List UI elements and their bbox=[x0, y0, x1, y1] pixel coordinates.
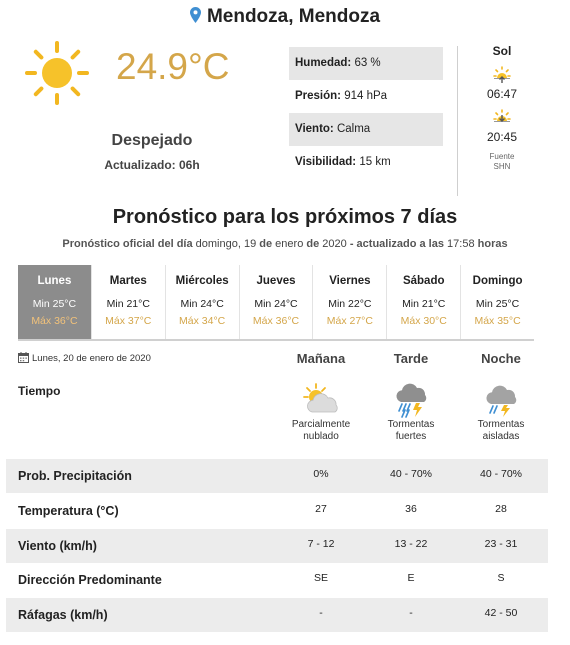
day-tab-miercoles[interactable] bbox=[166, 265, 240, 339]
day-name: Sábado bbox=[402, 275, 445, 287]
row-value: 27 bbox=[315, 503, 327, 515]
row-label: Ráfagas (km/h) bbox=[18, 608, 108, 622]
row-precipitation bbox=[6, 459, 548, 493]
day-min: Min 25°C bbox=[475, 298, 520, 310]
day-name: Domingo bbox=[472, 275, 523, 287]
row-value: 23 - 31 bbox=[484, 538, 518, 550]
subtitle-year: 2020 bbox=[322, 238, 347, 250]
detail-date-text: Lunes, 20 de enero de 2020 bbox=[32, 353, 151, 364]
updated-time: Actualizado: 06h bbox=[104, 158, 200, 172]
sun-title: Sol bbox=[492, 44, 512, 58]
condition-text: aisladas bbox=[482, 431, 520, 442]
stat-value: 15 km bbox=[359, 156, 391, 168]
subtitle-de: de bbox=[259, 238, 273, 250]
row-value: - bbox=[319, 607, 323, 619]
stat-humidity bbox=[289, 47, 443, 80]
stat-value: 914 hPa bbox=[344, 90, 388, 102]
stat-pressure bbox=[289, 80, 443, 113]
row-value: 13 - 22 bbox=[394, 538, 428, 550]
row-value: S bbox=[497, 572, 505, 584]
sun-info bbox=[476, 44, 528, 172]
day-name: Martes bbox=[109, 275, 147, 287]
partly-cloudy-icon bbox=[302, 382, 342, 418]
day-tab-lunes[interactable] bbox=[18, 265, 92, 339]
condition-afternoon bbox=[366, 419, 456, 443]
source-label: Fuente bbox=[489, 152, 515, 161]
condition-text: Parcialmente bbox=[291, 419, 351, 430]
day-tab-domingo[interactable] bbox=[461, 265, 534, 339]
row-label: Prob. Precipitación bbox=[18, 469, 132, 483]
isolated-storm-icon bbox=[482, 382, 522, 418]
condition-text: Tormentas bbox=[387, 419, 435, 430]
subtitle-horas: horas bbox=[477, 238, 508, 250]
source-name: SHN bbox=[493, 162, 511, 171]
day-name: Miércoles bbox=[175, 275, 229, 287]
heavy-storm-icon bbox=[392, 382, 432, 418]
day-name: Lunes bbox=[37, 275, 72, 287]
day-name: Jueves bbox=[256, 275, 296, 287]
day-tabs bbox=[18, 265, 534, 341]
forecast-title: Pronóstico para los próximos 7 días bbox=[112, 206, 458, 228]
day-min: Min 22°C bbox=[328, 298, 372, 310]
row-value: 42 - 50 bbox=[484, 607, 518, 619]
current-temperature: 24.9°C bbox=[116, 46, 230, 87]
location-name: Mendoza, Mendoza bbox=[206, 6, 381, 27]
condition-morning bbox=[276, 419, 366, 443]
row-value: - bbox=[409, 607, 413, 619]
sunset-time: 20:45 bbox=[486, 130, 518, 144]
day-max: Máx 34°C bbox=[179, 315, 226, 327]
location-title bbox=[0, 6, 570, 28]
condition-text: nublado bbox=[303, 431, 339, 442]
row-wind bbox=[6, 529, 548, 563]
day-max: Máx 36°C bbox=[31, 315, 78, 327]
clear-sun-icon bbox=[24, 40, 90, 106]
subtitle-prefix: Pronóstico oficial del día bbox=[62, 238, 193, 250]
day-tab-jueves[interactable] bbox=[240, 265, 314, 339]
day-min: Min 21°C bbox=[402, 298, 446, 310]
period-afternoon: Tarde bbox=[393, 351, 429, 366]
current-stats bbox=[289, 47, 443, 179]
detail-date bbox=[18, 352, 151, 364]
row-direction bbox=[6, 563, 548, 597]
stat-label: Humedad: bbox=[295, 57, 352, 69]
row-value: 0% bbox=[313, 468, 329, 480]
stat-wind bbox=[289, 113, 443, 146]
period-morning: Mañana bbox=[296, 351, 346, 366]
tiempo-label: Tiempo bbox=[18, 384, 61, 398]
calendar-icon bbox=[18, 352, 29, 363]
stat-label: Visibilidad: bbox=[295, 156, 357, 168]
stat-label: Viento: bbox=[295, 123, 334, 135]
day-max: Máx 37°C bbox=[105, 315, 152, 327]
row-label: Temperatura (°C) bbox=[18, 504, 119, 518]
subtitle-month: enero bbox=[275, 238, 304, 250]
forecast-subtitle bbox=[0, 238, 570, 250]
row-temperature bbox=[6, 494, 548, 528]
condition-night bbox=[456, 419, 546, 443]
day-max: Máx 35°C bbox=[474, 315, 521, 327]
row-value: SE bbox=[313, 572, 328, 584]
sunset-icon bbox=[492, 107, 512, 127]
day-tab-martes[interactable] bbox=[92, 265, 166, 339]
location-pin-icon bbox=[190, 7, 201, 23]
subtitle-de: de bbox=[306, 238, 320, 250]
day-min: Min 24°C bbox=[180, 298, 224, 310]
day-max: Máx 36°C bbox=[252, 315, 300, 327]
sunrise-time: 06:47 bbox=[486, 87, 518, 101]
day-name: Viernes bbox=[329, 275, 371, 287]
sky-condition: Despejado bbox=[111, 132, 193, 149]
row-value: 28 bbox=[495, 503, 507, 515]
divider bbox=[457, 46, 458, 196]
row-label: Viento (km/h) bbox=[18, 539, 97, 553]
sunrise-icon bbox=[492, 64, 512, 84]
day-min: Min 25°C bbox=[32, 298, 77, 310]
row-gusts bbox=[6, 598, 548, 632]
stat-visibility bbox=[289, 146, 443, 179]
condition-text: fuertes bbox=[395, 431, 427, 442]
row-value: 40 - 70% bbox=[389, 468, 433, 480]
day-min: Min 24°C bbox=[254, 298, 298, 310]
stat-value: Calma bbox=[336, 123, 371, 135]
day-tab-sabado[interactable] bbox=[387, 265, 461, 339]
row-value: E bbox=[407, 572, 415, 584]
condition-text: Tormentas bbox=[477, 419, 525, 430]
day-max: Máx 30°C bbox=[400, 315, 447, 327]
row-value: 36 bbox=[405, 503, 417, 515]
stat-label: Presión: bbox=[295, 90, 342, 102]
day-min: Min 21°C bbox=[106, 298, 150, 310]
row-value: 40 - 70% bbox=[479, 468, 523, 480]
subtitle-day: domingo, 19 bbox=[195, 238, 257, 250]
day-tab-viernes[interactable] bbox=[313, 265, 387, 339]
period-night: Noche bbox=[481, 351, 521, 366]
sun-source bbox=[476, 152, 528, 172]
stat-value: 63 % bbox=[354, 57, 381, 69]
subtitle-updated: - actualizado a las bbox=[349, 238, 444, 250]
day-max: Máx 27°C bbox=[326, 315, 373, 327]
row-label: Dirección Predominante bbox=[18, 573, 162, 587]
row-value: 7 - 12 bbox=[307, 538, 335, 550]
subtitle-time: 17:58 bbox=[447, 238, 475, 250]
